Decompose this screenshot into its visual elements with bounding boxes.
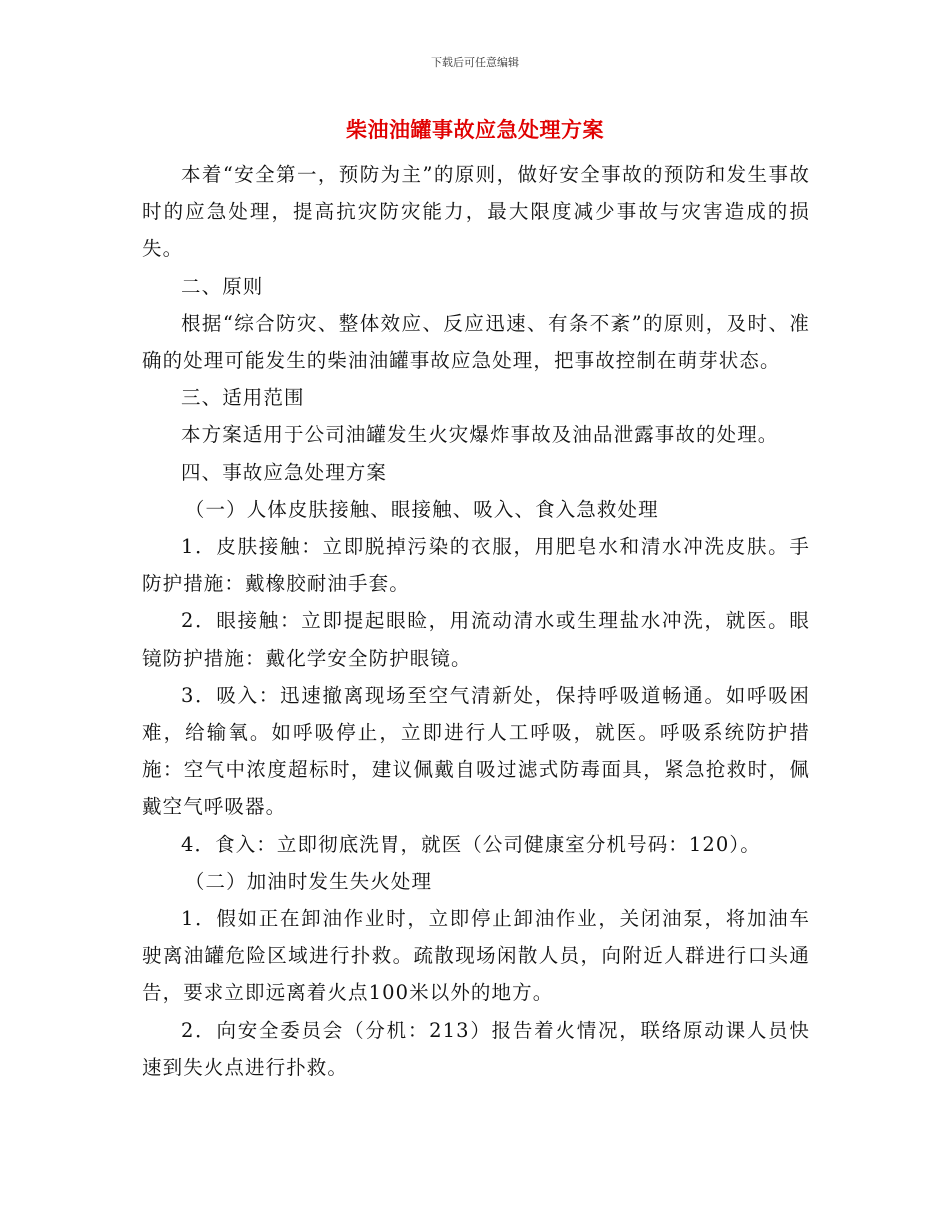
principles-paragraph: 根据“综合防灾、整体效应、反应迅速、有条不紊”的原则，及时、准确的处理可能发生的柴油油罐事故应急处理，把事故控制在萌芽状态。: [142, 311, 810, 373]
subsection-heading-first-aid: （一）人体皮肤接触、眼接触、吸入、食入急救处理: [184, 497, 659, 521]
item-eye-contact: 2．眼接触：立即提起眼睑，用流动清水或生理盐水冲洗，就医。眼镜防护措施：戴化学安全防护眼镜。: [142, 609, 810, 670]
intro-paragraph: 本着“安全第一，预防为主”的原则，做好安全事故的预防和发生事故时的应急处理，提高抗灾防灾能力，最大限度减少事故与灾害造成的损失。: [142, 163, 810, 261]
subsection-heading-fire: （二）加油时发生失火处理: [184, 869, 433, 893]
item-ingestion: 4．食入：立即彻底洗胃，就医（公司健康室分机号码：120）。: [181, 832, 761, 856]
section-heading-scope: 三、适用范围: [181, 386, 305, 410]
download-note: 下载后可任意编辑: [431, 56, 519, 69]
item-fire-unloading: 1．假如正在卸油作业时，立即停止卸油作业，关闭油泵，将加油车驶离油罐危险区域进行扑救。疏散现场闲散人员，向附近人群进行口头通告，要求立即远离着火点100米以外的地方。: [142, 907, 810, 1005]
item-skin-contact: 1．皮肤接触：立即脱掉污染的衣服，用肥皂水和清水冲洗皮肤。手防护措施：戴橡胶耐油手套。: [142, 535, 810, 596]
item-fire-report: 2．向安全委员会（分机：213）报告着火情况，联络原动课人员快速到失火点进行扑救。: [142, 1018, 810, 1079]
section-heading-emergency-plan: 四、事故应急处理方案: [181, 460, 388, 484]
item-inhalation: 3．吸入：迅速撤离现场至空气清新处，保持呼吸道畅通。如呼吸困难，给输氧。如呼吸停止，立即进行人工呼吸，就医。呼吸系统防护措施：空气中浓度超标时，建议佩戴自吸过滤式防毒面具，紧急抢救时，佩戴空气呼吸器。: [142, 683, 810, 819]
scope-paragraph: 本方案适用于公司油罐发生火灾爆炸事故及油品泄露事故的处理。: [181, 423, 779, 447]
section-heading-principles: 二、原则: [181, 274, 264, 298]
document-body: [142, 156, 810, 1086]
document-title: 柴油油罐事故应急处理方案: [346, 118, 604, 142]
